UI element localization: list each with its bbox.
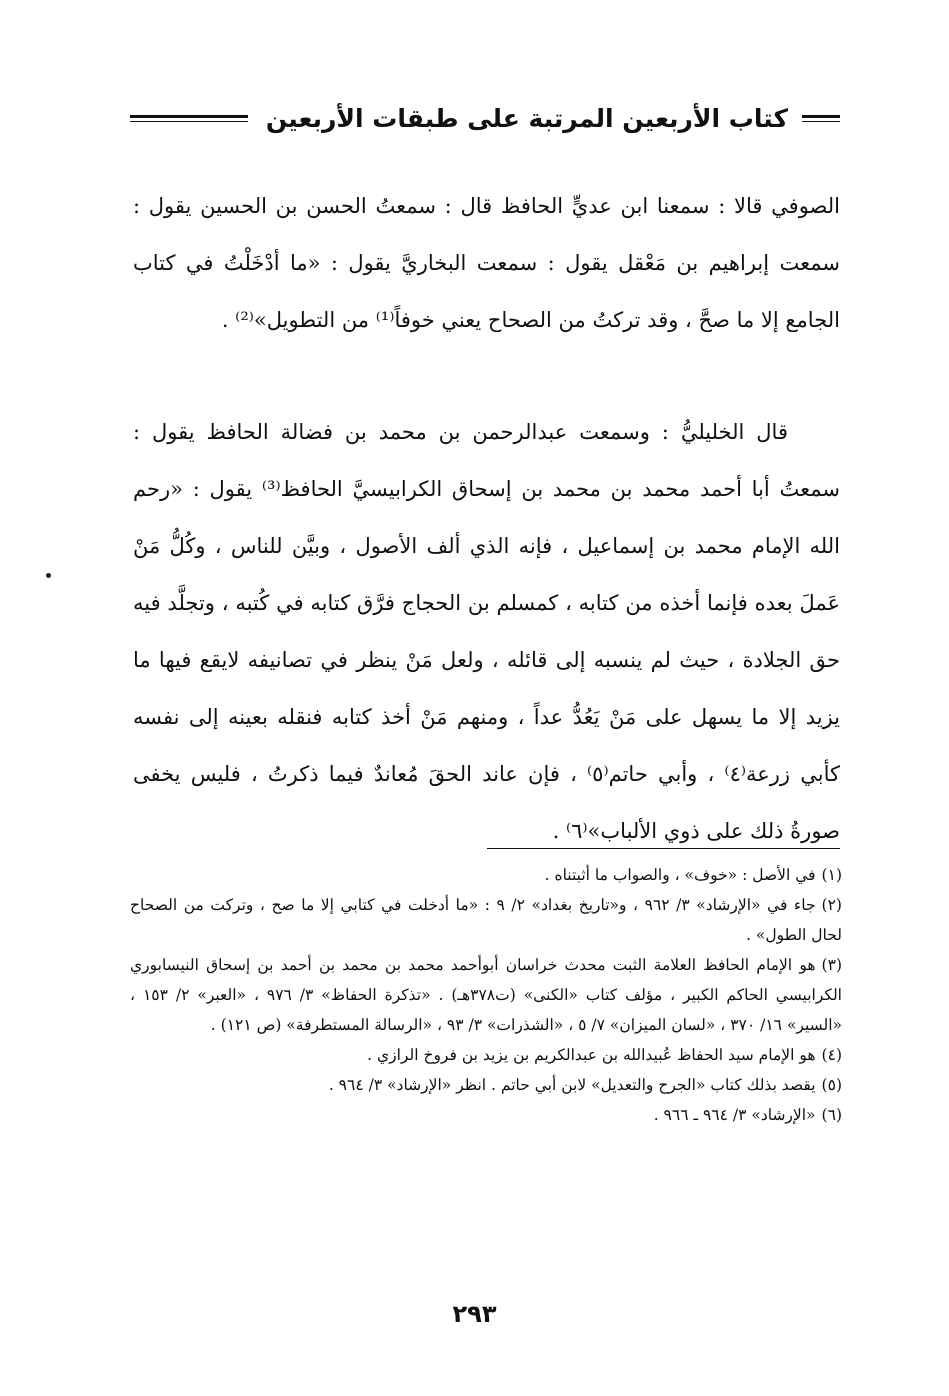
body-paragraph-2: قال الخليليُّ : وسمعت عبدالرحمن بن محمد بن فضالة الحافظ يقول : سمعتُ أبا أحمد محمد بن محمد بن إسحاق الكرابيسيَّ الحافظ⁽³⁾ يقول : «رحم الله الإمام محمد بن إسماعيل ، فإنه الذي ألف الأصول ، وبيَّن للناس ، وكُلُّ مَنْ عَملَ بعده فإنما أخذه من كتابه ، كمسلم بن الحجاج فرَّق كتابه في كُتبه ، وتجلَّد فيه حق الجلادة ، حيث لم ينسبه إلى قائله ، ولعل مَنْ ينظر في تصانيفه لايقع فيها ما يزيد إلا ما يسهل على مَنْ يَعُدُّ عداً ، ومنهم مَنْ أخذ كتابه فنقله بعينه إلى نفسه كأبي زرعة⁽٤⁾ ، وأبي حاتم⁽٥⁾ ، فإن عاند الحقَ مُعاندٌ فيما ذكرتُ ، فليس يخفى صورةُ ذلك على ذوي الألباب»⁽٦⁾ . xyxy=(133,420,841,843)
footnote-number: (١) xyxy=(821,866,842,884)
footnote-number: (٦) xyxy=(821,1106,842,1124)
footnote-number: (٢) xyxy=(821,896,842,914)
footnote-5 xyxy=(130,1070,842,1100)
page-number: ٢٩٣ xyxy=(452,1300,497,1328)
footnote-text: يقصد بذلك كتاب «الجرح والتعديل» لابن أبي حاتم . انظر «الإرشاد» ٣/ ٩٦٤ . xyxy=(328,1076,816,1094)
header-title: كتاب الأربعين المرتبة على طبقات الأربعين xyxy=(265,103,788,133)
footnote-text: جاء في «الإرشاد» ٣/ ٩٦٢ ، و«تاريخ بغداد» ٢/ ٩ : «ما أدخلت في كتابي إلا ما صح ، وتركت من الصحاح لحال الطول» . xyxy=(130,896,842,944)
margin-dot xyxy=(46,573,51,578)
footnote-text: «الإرشاد» ٣/ ٩٦٤ ـ ٩٦٦ . xyxy=(653,1106,816,1124)
header-rule-right xyxy=(802,115,840,122)
footnote-text: في الأصل : «خوف» ، والصواب ما أثبتناه . xyxy=(544,866,816,884)
footnote-number: (٤) xyxy=(821,1046,842,1064)
footnote-text: هو الإمام سيد الحفاظ عُبيدالله بن عبدالكريم بن يزيد بن فروخ الرازي . xyxy=(367,1046,816,1064)
footnote-4 xyxy=(130,1040,842,1070)
footnote-number: (٥) xyxy=(821,1076,842,1094)
footnote-number: (٣) xyxy=(821,956,842,974)
footnote-6 xyxy=(130,1100,842,1130)
header-rule-left xyxy=(130,115,248,122)
footnote-3 xyxy=(130,950,842,1040)
footnote-separator xyxy=(487,848,840,849)
body-paragraph-1: الصوفي قالا : سمعنا ابن عديٍّ الحافظ قال : سمعتُ الحسن بن الحسين يقول : سمعت إبراهيم بن مَعْقل يقول : سمعت البخاريَّ يقول : «ما أدْخَلْتُ في كتاب الجامع إلا ما صحَّ ، وقد تركتُ من الصحاح يعني خوفاً⁽¹⁾ من التطويل»⁽²⁾ . xyxy=(133,194,840,332)
footnote-1 xyxy=(130,860,842,890)
running-header xyxy=(130,96,840,140)
footnotes xyxy=(130,860,842,1130)
footnote-2 xyxy=(130,890,842,950)
footnote-text: هو الإمام الحافظ العلامة الثبت محدث خراسان أبوأحمد محمد بن محمد بن أحمد بن إسحاق النيسابوري الكرابيسي الحاكم الكبير ، مؤلف كتاب «الكنى» (ت٣٧٨هـ) . «تذكرة الحفاظ» ٣/ ٩٧٦ ، «العبر» ٢/ ١٥٣ ، «السير» ١٦/ ٣٧٠ ، «لسان الميزان» ٧/ ٥ ، «الشذرات» ٣/ ٩٣ ، «الرسالة المستطرفة» (ص ١٢١) . xyxy=(130,956,842,1034)
